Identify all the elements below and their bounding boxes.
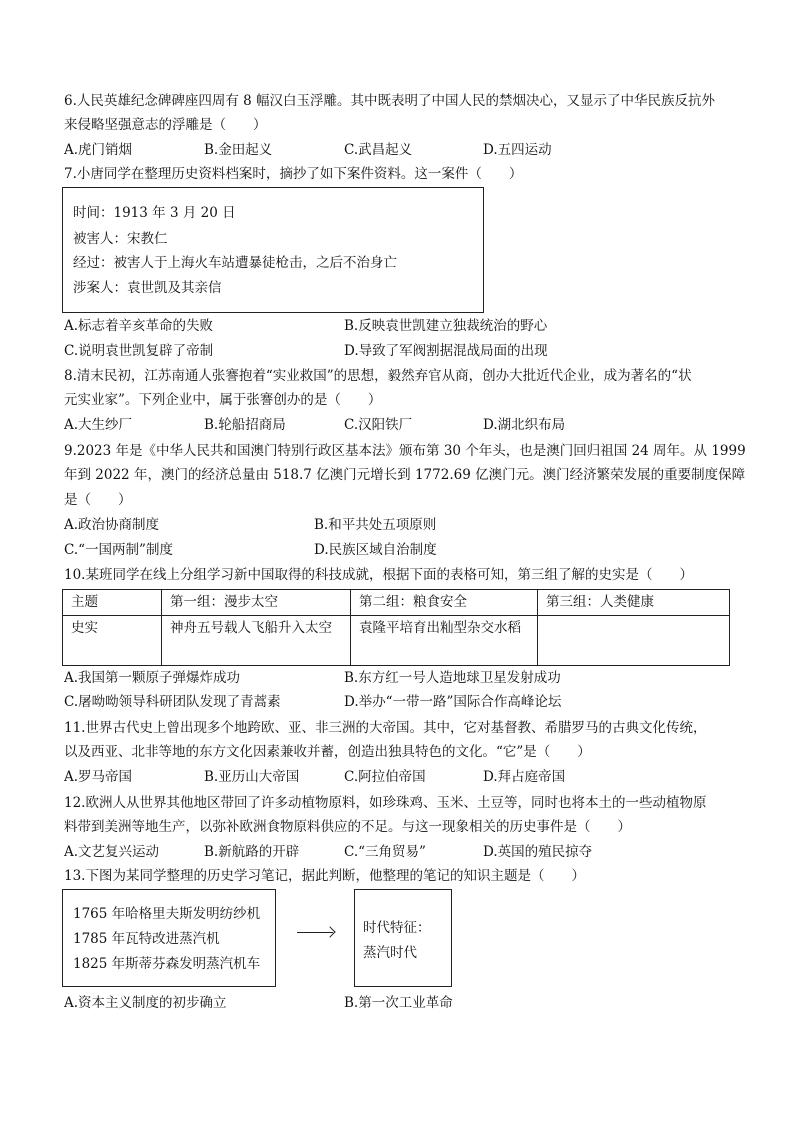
q6-option-a: A.虎门销烟 (64, 142, 133, 158)
q9-option-c: C.“一国两制”制度 (64, 542, 173, 558)
q13-event-1825: 1825 年斯蒂芬森发明蒸汽机车 (73, 956, 261, 972)
q10-th-group2: 第二组：粮食安全 (351, 590, 538, 616)
q6-option-d: D.五四运动 (483, 142, 552, 158)
q9-option-d: D.民族区域自治制度 (314, 542, 437, 558)
q11-option-c: C.阿拉伯帝国 (344, 769, 426, 785)
q9-stem-line3: 是（ ） (64, 492, 132, 508)
q9-option-b: B.和平共处五项原则 (314, 517, 437, 533)
q7-option-c: C.说明袁世凯复辟了帝制 (64, 343, 214, 359)
q7-case-process: 经过：被害人于上海火车站遭暴徒枪击，之后不治身亡 (73, 255, 397, 271)
q13-events-box (62, 889, 276, 987)
q10-th-group3: 第三组：人类健康 (538, 590, 730, 616)
q8-option-d: D.湖北织布局 (483, 417, 566, 433)
q10-td-group2: 袁隆平培育出籼型杂交水稻 (351, 616, 538, 666)
q10-th-topic: 主题 (63, 590, 162, 616)
q13-feature-label: 时代特征： (363, 920, 431, 936)
q10-option-b: B.东方红一号人造地球卫星发射成功 (344, 670, 561, 686)
q7-stem: 7.小唐同学在整理历史资料档案时，摘抄了如下案件资料。这一案件（ ） (64, 166, 523, 182)
q12-stem-line1: 12.欧洲人从世界其他地区带回了许多动植物原料，如珍珠鸡、玉米、土豆等，同时也将本土的一些动植物原 (64, 795, 707, 811)
q11-stem-line2: 以及西亚、北非等地的东方文化因素兼收并蓄，创造出独具特色的文化。“它”是（ ） (64, 744, 591, 760)
q10-table (62, 589, 730, 666)
q13-event-1785: 1785 年瓦特改进蒸汽机 (73, 931, 220, 947)
q10-td-label: 史实 (63, 616, 162, 666)
q12-stem-line2: 料带到美洲等地生产，以弥补欧洲食物原料供应的不足。与这一现象相关的历史事件是（ ） (64, 819, 631, 835)
q9-stem-line1: 9.2023 年是《中华人民共和国澳门特别行政区基本法》颁布第 30 个年头，也是澳门回归祖国 24 周年。从 1999 (64, 443, 746, 459)
q11-option-d: D.拜占庭帝国 (483, 769, 566, 785)
q11-option-b: B.亚历山大帝国 (204, 769, 300, 785)
q10-td-group1: 神舟五号载人飞船升入太空 (162, 616, 351, 666)
q9-option-a: A.政治协商制度 (64, 517, 160, 533)
q8-stem-line2: 元实业家”。下列企业中，属于张謇创办的是（ ） (64, 392, 382, 408)
q13-option-a: A.资本主义制度的初步确立 (64, 995, 227, 1011)
q10-th-group1: 第一组：漫步太空 (162, 590, 351, 616)
q10-option-d: D.举办“一带一路”国际合作高峰论坛 (344, 694, 562, 710)
q6-stem-line2: 来侵略坚强意志的浮雕是（ ） (64, 117, 267, 133)
q6-stem-line1: 6.人民英雄纪念碑碑座四周有 8 幅汉白玉浮雕。其中既表明了中国人民的禁烟决心，又显示了中华民族反抗外 (64, 93, 716, 109)
q7-option-b: B.反映袁世凯建立独裁统治的野心 (344, 318, 548, 334)
q12-option-a: A.文艺复兴运动 (64, 844, 160, 860)
right-arrow-icon (297, 932, 333, 933)
q9-stem-line2: 年到 2022 年，澳门的经济总量由 518.7 亿澳门元增长到 1772.69 亿澳门元。澳门经济繁荣发展的重要制度保障 (64, 467, 746, 483)
q7-case-victim: 被害人：宋教仁 (73, 231, 168, 247)
q12-option-d: D.英国的殖民掠夺 (483, 844, 593, 860)
q7-case-suspect: 涉案人：袁世凯及其亲信 (73, 280, 222, 296)
q10-option-a: A.我国第一颗原子弹爆炸成功 (64, 670, 241, 686)
q7-case-box (62, 187, 484, 313)
q12-option-c: C.“三角贸易” (344, 844, 426, 860)
q6-option-b: B.金田起义 (204, 142, 273, 158)
q10-table-header-row (63, 590, 730, 616)
q7-option-a: A.标志着辛亥革命的失败 (64, 318, 214, 334)
q10-table-row (63, 616, 730, 666)
q12-option-b: B.新航路的开辟 (204, 844, 300, 860)
q7-case-time: 时间：1913 年 3 月 20 日 (73, 205, 236, 221)
q10-option-c: C.屠呦呦领导科研团队发现了青蒿素 (64, 694, 281, 710)
q13-stem: 13.下图为某同学整理的历史学习笔记，据此判断，他整理的笔记的知识主题是（ ） (64, 868, 585, 884)
q8-stem-line1: 8.清末民初，江苏南通人张謇抱着“实业救国”的思想，毅然弃官从商，创办大批近代企业，成为著名的“状 (64, 368, 692, 384)
q7-option-d: D.导致了军阀割据混战局面的出现 (344, 343, 548, 359)
q10-td-group3 (538, 616, 730, 666)
q13-option-b: B.第一次工业革命 (344, 995, 453, 1011)
q8-option-a: A.大生纱厂 (64, 417, 133, 433)
q13-event-1765: 1765 年哈格里夫斯发明纺纱机 (73, 906, 261, 922)
q11-stem-line1: 11.世界古代史上曾出现多个地跨欧、亚、非三洲的大帝国。其中，它对基督教、希腊罗马的古典文化传统， (64, 720, 707, 736)
q6-option-c: C.武昌起义 (344, 142, 413, 158)
q13-feature-value: 蒸汽时代 (363, 945, 417, 961)
q10-stem: 10.某班同学在线上分组学习新中国取得的科技成就，根据下面的表格可知，第三组了解的史实是（ ） (64, 567, 693, 583)
q8-option-b: B.轮船招商局 (204, 417, 286, 433)
q11-option-a: A.罗马帝国 (64, 769, 133, 785)
q8-option-c: C.汉阳铁厂 (344, 417, 413, 433)
q13-feature-box (354, 889, 452, 987)
